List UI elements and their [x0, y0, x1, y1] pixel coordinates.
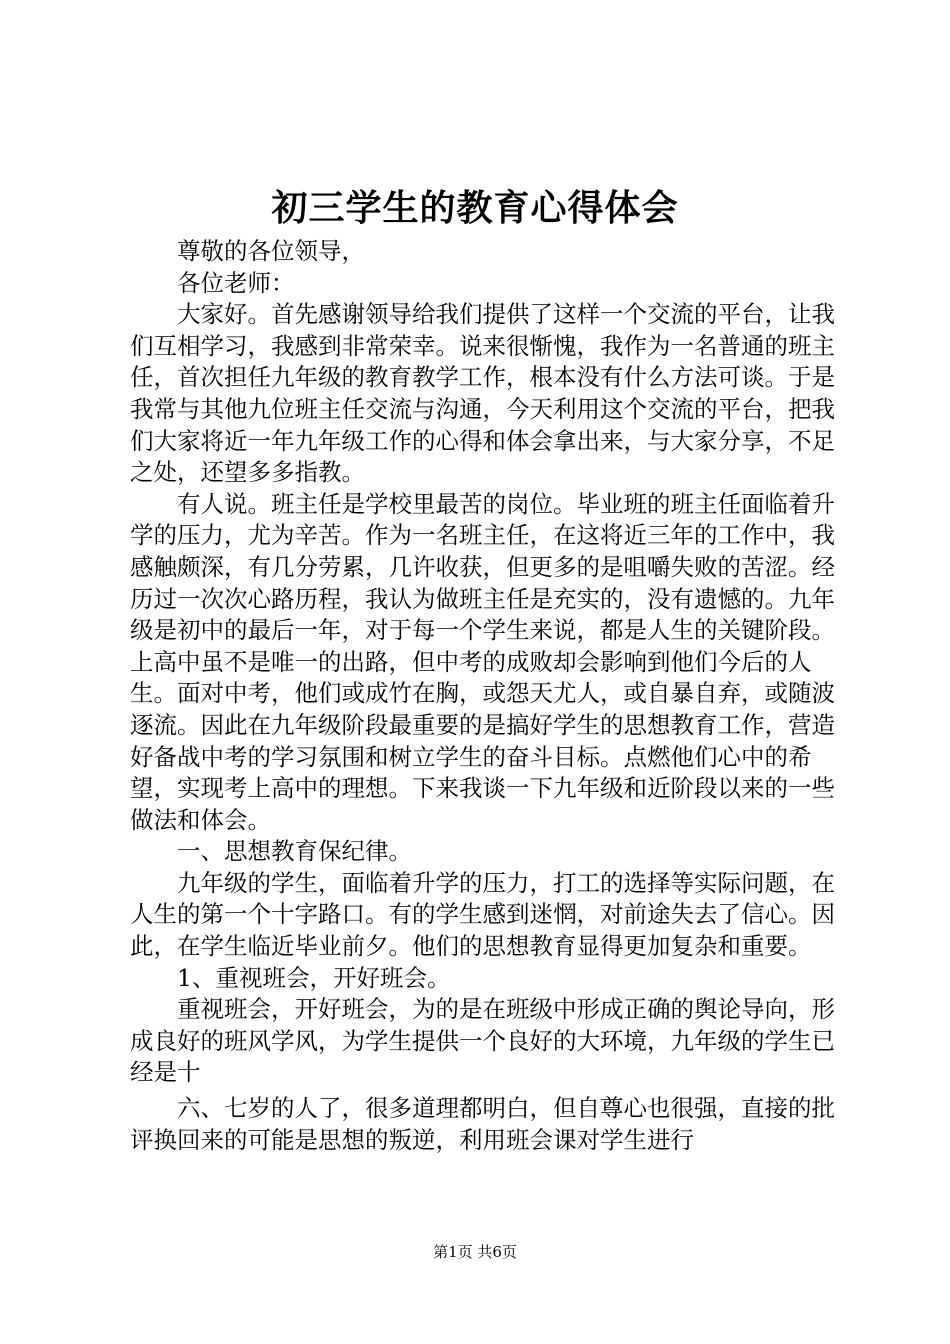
salutation-leaders: 尊敬的各位领导，	[177, 237, 365, 265]
paragraph: 大家好。首先感谢领导给我们提供了这样一个交流的平台，让我们互相学习，我感到非常荣幸。说来很惭愧，我作为一名普通的班主任，首次担任九年级的教育教学工作，根本没有什么方法可谈。于是我常与其他九位班主任交流与沟通，今天利用这个交流的平台，把我们大家将近一年九年级工作的心得和体会拿出来，与大家分享，不足之处，还望多多指教。	[130, 300, 835, 487]
section-heading: 一、思想教育保纪律。	[177, 837, 412, 866]
page-number: 第1页 共6页	[433, 1243, 517, 1261]
salutation-teachers: 各位老师：	[177, 268, 295, 297]
paragraph: 六、七岁的人了，很多道理都明白，但自尊心也很强，直接的批评换回来的可能是思想的叛逆，利用班会课对学生进行	[130, 1094, 835, 1154]
document-body	[130, 236, 835, 1156]
paragraph: 重视班会，开好班会，为的是在班级中形成正确的舆论导向，形成良好的班风学风，为学生提供一个良好的大环境，九年级的学生已经是十	[130, 995, 835, 1087]
paragraph: 九年级的学生，面临着升学的压力，打工的选择等实际问题，在人生的第一个十字路口。有的学生感到迷惘，对前途失去了信心。因此，在学生临近毕业前夕。他们的思想教育显得更加复杂和重要。	[130, 868, 835, 961]
page-title: 初三学生的教育心得体会	[271, 187, 679, 229]
paragraph: 有人说。班主任是学校里最苦的岗位。毕业班的班主任面临着升学的压力，尤为辛苦。作为一名班主任，在这将近三年的工作中，我感触颇深，有几分劳累，几许收获，但更多的是咀嚼失败的苦涩。经历过一次次心路历程，我认为做班主任是充实的，没有遗憾的。九年级是初中的最后一年，对于每一个学生来说，都是人生的关键阶段。上高中虽不是唯一的出路，但中考的成败却会影响到他们今后的人生。面对中考，他们或成竹在胸，或怨天尤人，或自暴自弃，或随波逐流。因此在九年级阶段最重要的是搞好学生的思想教育工作，营造好备战中考的学习氛围和树立学生的奋斗目标。点燃他们心中的希望，实现考上高中的理想。下来我谈一下九年级和近阶段以来的一些做法和体会。	[130, 489, 835, 834]
subsection-heading: 1、重视班会，开好班会。	[177, 963, 451, 992]
